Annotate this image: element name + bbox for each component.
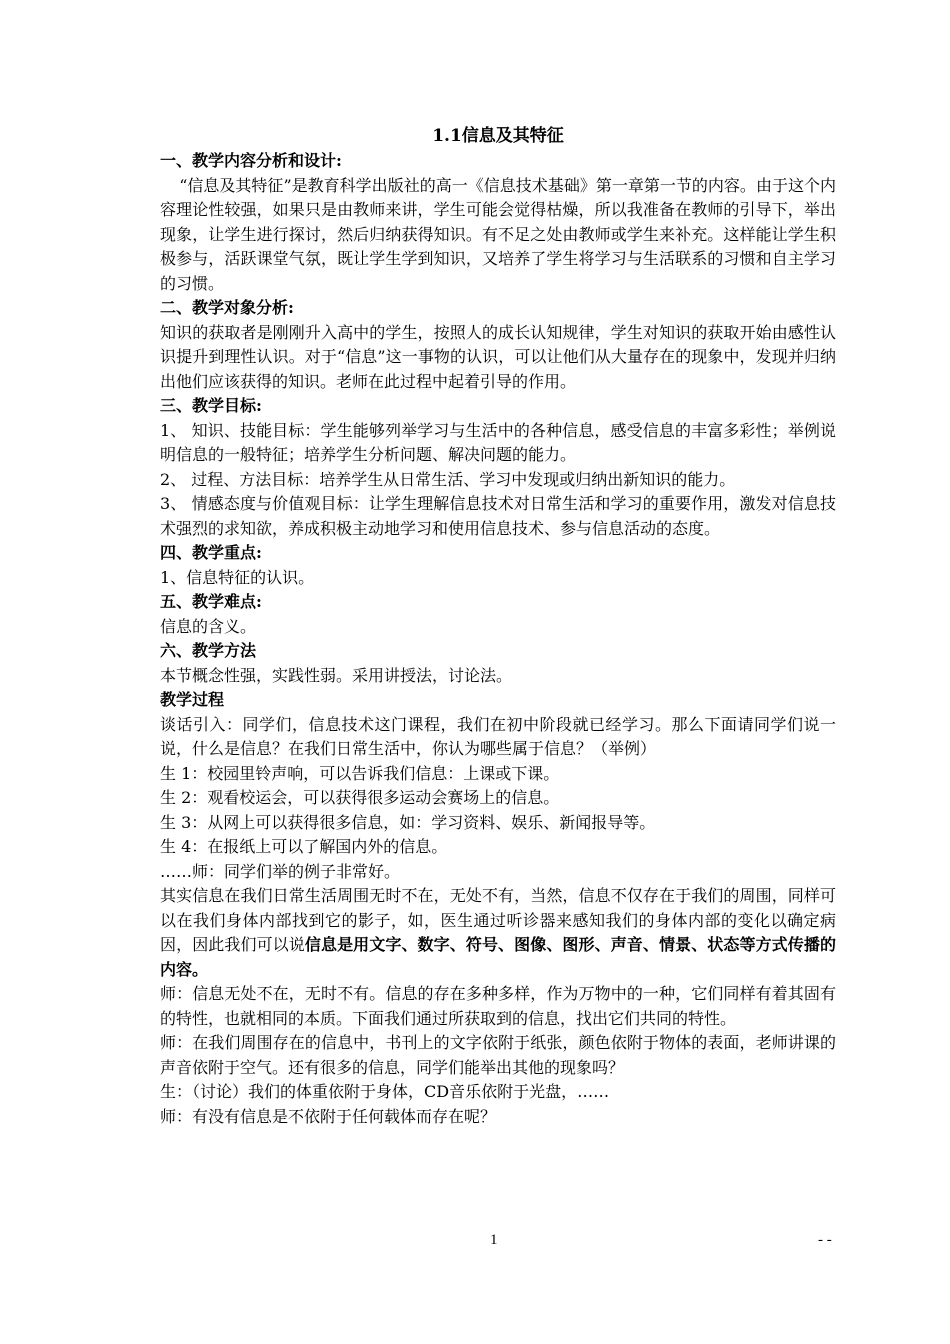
paragraph-intro: 谈话引入：同学们，信息技术这门课程，我们在初中阶段就已经学习。那么下面请同学们说一说，什么是信息？在我们日常生活中，你认为哪些属于信息？（举例）	[160, 714, 836, 758]
paragraph-difficulties: 信息的含义。	[160, 616, 257, 636]
page-number: 1	[490, 1232, 498, 1248]
section-heading-key-points: 四、教学重点:	[160, 543, 262, 562]
goal-item-2: 2、 过程、方法目标：培养学生从日常生活、学习中发现或归纳出新知识的能力。	[160, 469, 736, 489]
paragraph-teacher-2: 师：信息无处不在，无时不有。信息的存在多种多样，作为万物中的一种，它们同样有着其固有的特性，也就相同的本质。下面我们通过所获取到的信息，找出它们共同的特性。	[160, 984, 836, 1028]
paragraph-content-analysis: “信息及其特征”是教育科学出版社的高一《信息技术基础》第一章第一节的内容。由于这个内容理论性较强，如果只是由教师来讲，学生可能会觉得枯燥，所以我准备在教师的引导下，举出现象，让学生进行探讨，然后归纳获得知识。有不足之处由教师或学生来补充。这样能让学生积极参与，活跃课堂气氛，既让学生学到知识，又培养了学生将学习与生活联系的习惯和自主学习的习惯。	[160, 175, 836, 293]
paragraph-audience-analysis: 知识的获取者是刚刚升入高中的学生，按照人的成长认知规律，学生对知识的获取开始由感性认识提升到理性认识。对于“信息”这一事物的认识，可以让他们从大量存在的现象中，发现并归纳出他们应该获得的知识。老师在此过程中起着引导的作用。	[160, 322, 836, 391]
document-title: 1.1信息及其特征	[432, 126, 564, 146]
section-heading-goals: 三、教学目标:	[160, 396, 262, 415]
section-heading-process: 教学过程	[160, 690, 225, 709]
definition-bold-text: 信息是用文字、数字、符号、图像、图形、声音、情景、状态等方式传播的内容。	[160, 935, 836, 979]
goal-item-1: 1、 知识、技能目标：学生能够列举学习与生活中的各种信息，感受信息的丰富多彩性；举例说明信息的一般特征；培养学生分析问题、解决问题的能力。	[160, 420, 836, 464]
definition-lead-text: 其实信息在我们日常生活周围无时不在，无处不有，当然，信息不仅存在于我们的周围，同样可以在我们身体内部找到它的影子，如，医生通过听诊器来感知我们的身体内部的变化以确定病因，因此我们可以说	[160, 886, 836, 954]
section-heading-audience-analysis: 二、教学对象分析:	[160, 298, 294, 317]
section-heading-difficulties: 五、教学难点:	[160, 592, 262, 611]
goal-item-3: 3、 情感态度与价值观目标：让学生理解信息技术对日常生活和学习的重要作用，激发对信息技术强烈的求知欲，养成积极主动地学习和使用信息技术、参与信息活动的态度。	[160, 494, 836, 538]
section-heading-content-analysis: 一、教学内容分析和设计:	[160, 151, 342, 170]
section-heading-methods: 六、教学方法	[160, 641, 257, 660]
student-answer-1: 生 1：校园里铃声响，可以告诉我们信息：上课或下课。	[160, 763, 560, 783]
student-answer-4: 生 4：在报纸上可以了解国内外的信息。	[160, 837, 448, 856]
paragraph-teacher-question: 师：有没有信息是不依附于任何载体而存在呢？	[160, 1106, 497, 1126]
paragraph-teacher-3: 师：在我们周围存在的信息中，书刊上的文字依附于纸张，颜色依附于物体的表面，老师讲课的声音依附于空气。还有很多的信息，同学们能举出其他的现象吗？	[160, 1033, 836, 1077]
paragraph-definition	[160, 884, 836, 982]
paragraph-methods: 本节概念性强，实践性弱。采用讲授法，讨论法。	[160, 665, 513, 685]
teacher-comment: ……师：同学们举的例子非常好。	[160, 861, 401, 881]
paragraph-key-points: 1、信息特征的认识。	[160, 567, 315, 587]
document-body	[160, 124, 836, 1129]
footer-dash: - -	[818, 1232, 832, 1248]
paragraph-student-discussion: 生：（讨论）我们的体重依附于身体，CD音乐依附于光盘，……	[160, 1082, 610, 1101]
student-answer-3: 生 3：从网上可以获得很多信息，如：学习资料、娱乐、新闻报导等。	[160, 812, 656, 832]
student-answer-2: 生 2：观看校运会，可以获得很多运动会赛场上的信息。	[160, 788, 560, 807]
